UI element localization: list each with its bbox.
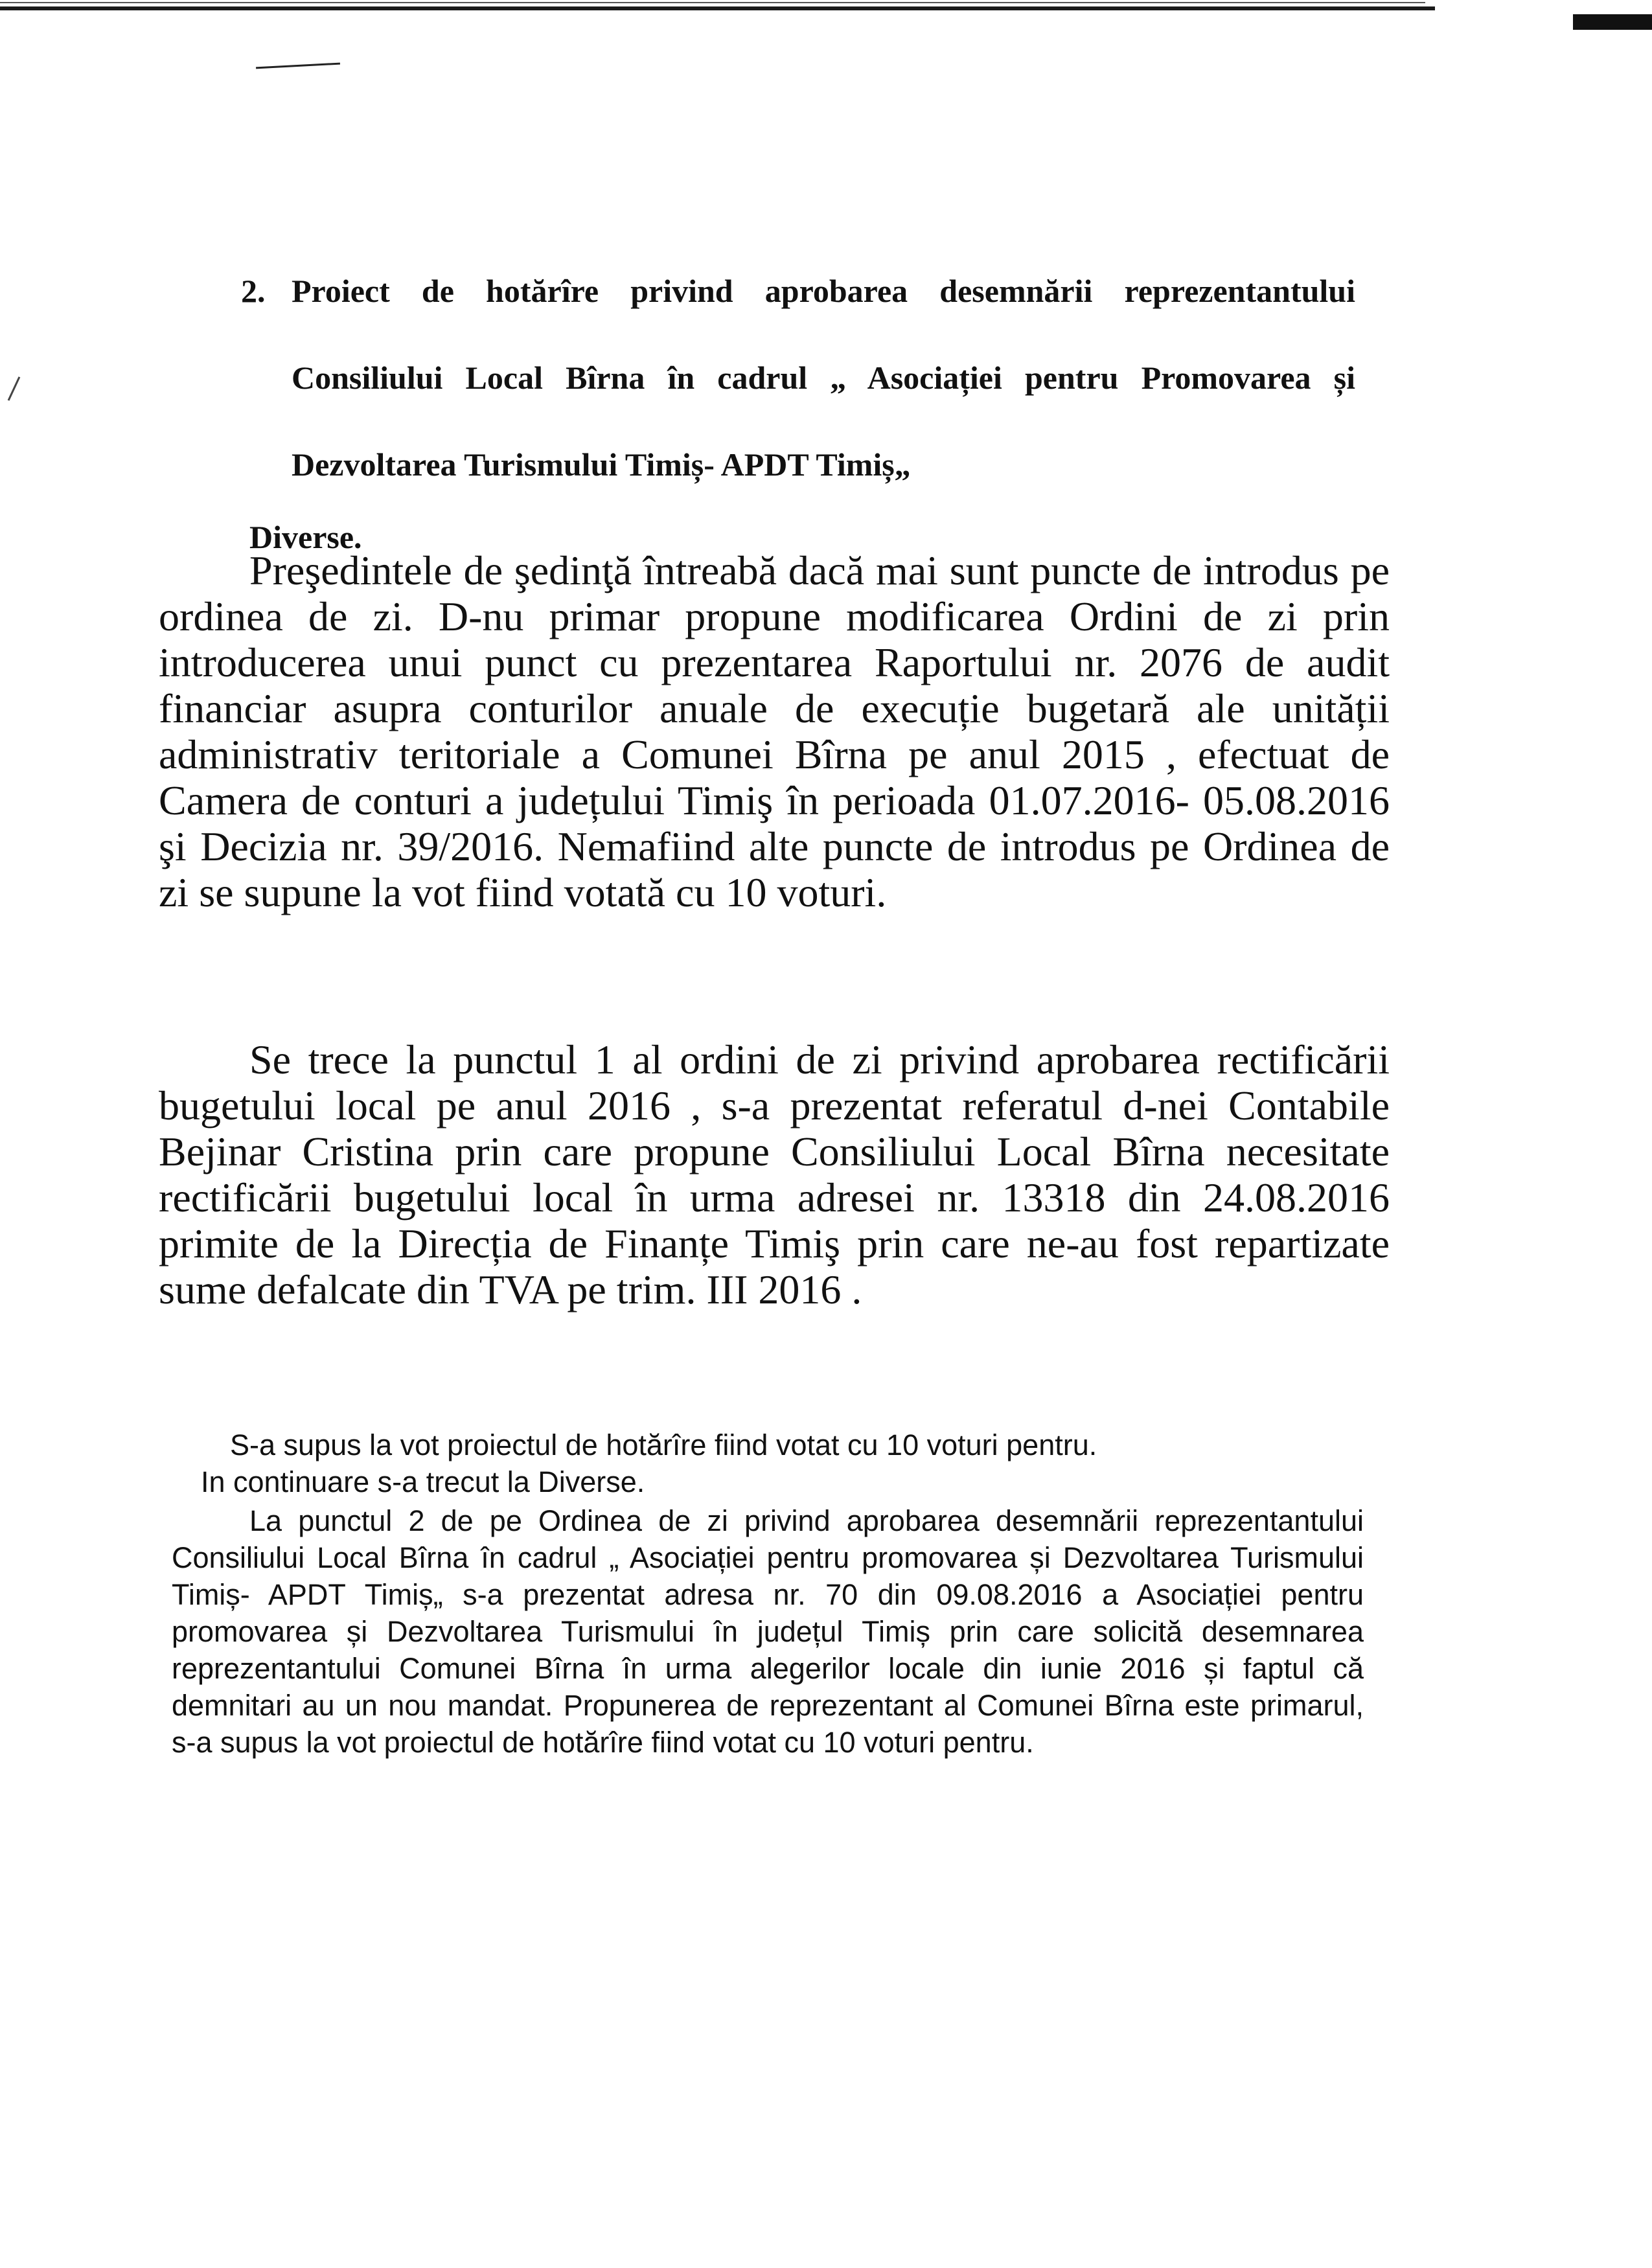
vote-line: S-a supus la vot proiectul de hotărîre fiind votat cu 10 voturi pentru. xyxy=(230,1428,1097,1461)
pen-stroke-mark xyxy=(256,63,340,69)
section-title: Diverse. xyxy=(249,519,362,555)
agenda-item-number: 2. xyxy=(241,273,266,309)
margin-tick-mark xyxy=(8,376,21,401)
continue-line: In continuare s-a trecut la Diverse. xyxy=(201,1465,645,1498)
paragraph-budget-rectification: Se trece la punctul 1 al ordini de zi privind aprobarea rectificării bugetului local pe anul 2016 , s-a prezentat referatul d-nei Contabile Bejinar Cristina prin care propune Consiliului Local Bîrna necesitate rectificării bugetului local în urma adresei nr. 13318 din 24.08.2016 primite de la Direcția de Finanțe Timiş prin care ne-au fost repartizate sume defalcate din TVA pe trim. III 2016 . xyxy=(159,1037,1390,1312)
paragraph-representative: La punctul 2 de pe Ordinea de zi privind aprobarea desemnării reprezentantului Consiliului Local Bîrna în cadrul „ Asociației pentru promovarea și Dezvoltarea Turismului Timiș- APDT Timiș„ s-a prezentat adresa nr. 70 din 09.08.2016 a Asociației pentru promovarea și Dezvoltarea Turismului în județul Timiș prin care solicită desemnarea reprezentantului Comunei Bîrna în urma alegerilor locale din iunie 2016 și faptul că demnitari au un nou mandat. Propunerea de reprezentant al Comunei Bîrna este primarul, s-a supus la vot proiectul de hotărîre fiind votat cu 10 voturi pentru. xyxy=(172,1504,1364,1759)
scan-border-thin xyxy=(0,2,1425,3)
paragraph-agenda-change: Preşedintele de şedinţă întreabă dacă mai sunt puncte de introdus pe ordinea de zi. D-nu primar propune modificarea Ordini de zi prin introducerea unui punct cu prezentarea Raportului nr. 2076 de audit financiar asupra conturilor anuale de execuție bugetară ale unității administrativ teritoriale a Comunei Bîrna pe anul 2015 , efectuat de Camera de conturi a județului Timiş în perioada 01.07.2016- 05.08.2016 şi Decizia nr. 39/2016. Nemafiind alte puncte de introdus pe Ordinea de zi se supune la vot fiind votată cu 10 voturi. xyxy=(159,547,1390,915)
scan-border-line xyxy=(0,6,1435,10)
scan-corner-mark xyxy=(1573,14,1652,30)
agenda-item xyxy=(241,247,1355,508)
agenda-item-text: Proiect de hotărîre privind aprobarea desemnării reprezentantului Consiliului Local Bîrna în cadrul „ Asociației pentru Promovarea și Dezvoltarea Turismului Timiș- APDT Timiș„ xyxy=(292,273,1355,483)
